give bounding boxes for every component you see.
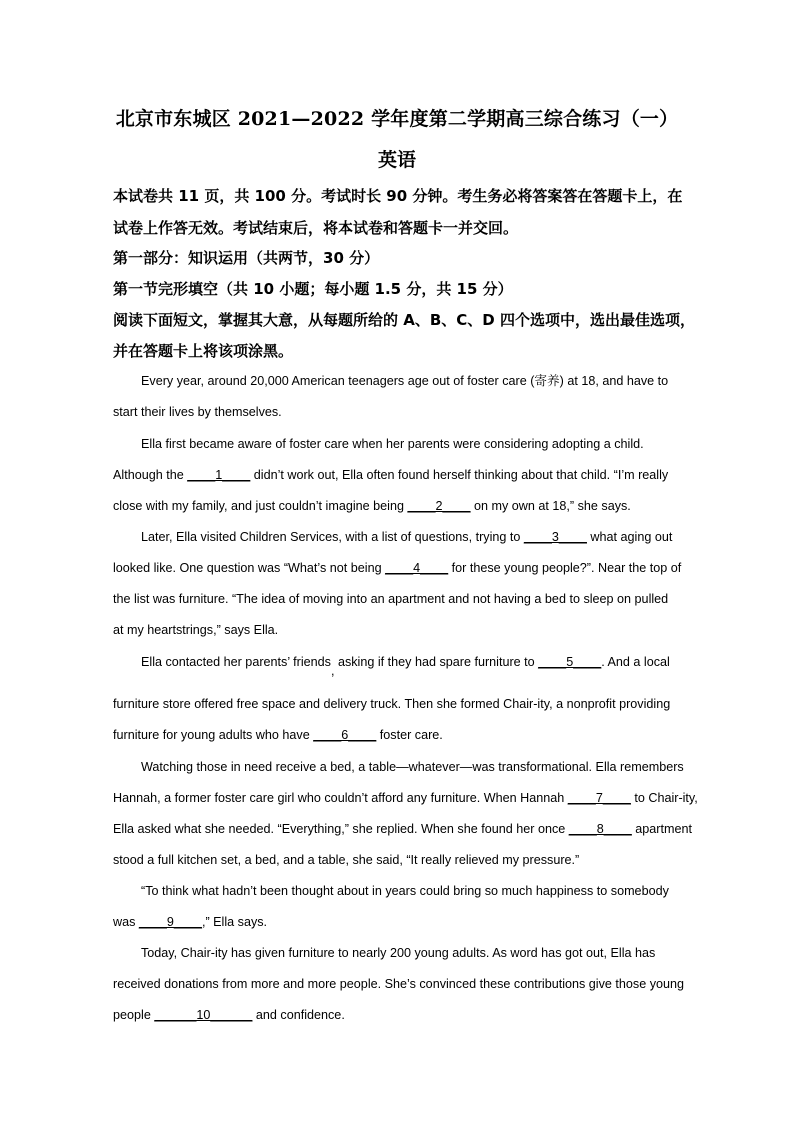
passage-line: Ella first became aware of foster care when her parents were considering adopting a child.: [141, 437, 644, 451]
text-fragment: people: [113, 1008, 155, 1022]
text-fragment: and confidence.: [252, 1008, 345, 1022]
passage-line: [113, 720, 698, 751]
blank-3: ____3____: [523, 530, 587, 544]
text-fragment: Later, Ella visited Children Services, with a list of questions, trying to: [141, 530, 524, 544]
passage-line: “To think what hadn’t been thought about in years could bring so much happiness to somebody: [141, 884, 669, 898]
passage-line: Watching those in need receive a bed, a table—whatever—was transformational. Ella remembers: [141, 760, 684, 774]
section-heading: 第一节完形填空（共 10 小题；每小题 1.5 分，共 15 分）: [113, 280, 513, 298]
blank-4: ____4____: [385, 561, 449, 575]
passage-paragraph-3: [113, 522, 698, 646]
passage-paragraph-6: [113, 876, 698, 938]
text-fragment: Although the: [113, 468, 188, 482]
directions-line-1: 阅读下面短文，掌握其大意，从每题所给的 A、B、C、D 四个选项中，选出最佳选项，: [113, 311, 695, 329]
text-fragment: apartment: [631, 822, 692, 836]
passage-paragraph-4: [113, 647, 698, 678]
blank-8: ____8____: [568, 822, 632, 836]
instructions-line-1: 本试卷共 11 页，共 100 分。考试时长 90 分钟。考生务必将答案答在答题卡上，在: [113, 187, 683, 205]
instructions-line-2: 试卷上作答无效。考试结束后，将本试卷和答题卡一并交回。: [113, 219, 519, 237]
text-fragment: for these young people?”. Near the top of: [448, 561, 682, 575]
text-fragment: . And a local: [601, 655, 670, 669]
passage-line: [113, 647, 698, 678]
passage-line: [113, 460, 698, 491]
stray-comma: ,: [330, 664, 335, 678]
blank-6: ____6____: [313, 728, 377, 742]
text-fragment: Ella contacted her parents’ friends: [141, 655, 331, 669]
blank-1: ____1____: [187, 468, 251, 482]
passage-line: [113, 491, 698, 522]
blank-10: ______10______: [154, 1008, 253, 1022]
passage-line: received donations from more and more people. She’s convinced these contributions give those young: [113, 977, 685, 991]
passage-line: Every year, around 20,000 American teenagers age out of foster care (寄养) at 18, and have to: [141, 374, 669, 388]
part-heading: 第一部分：知识运用（共两节，30 分）: [113, 249, 380, 267]
text-fragment: on my own at 18,” she says.: [470, 499, 631, 513]
exam-title: 北京市东城区 2021—2022 学年度第二学期高三综合练习（一）: [115, 108, 679, 130]
passage-line: [113, 783, 698, 814]
text-fragment: ,” Ella says.: [201, 915, 268, 929]
passage-paragraph-4-cont: [113, 689, 698, 751]
text-fragment: furniture for young adults who have: [113, 728, 314, 742]
passage-line: furniture store offered free space and delivery truck. Then she formed Chair-ity, a nonprofit providing: [113, 697, 671, 711]
text-fragment: Ella asked what she needed. “Everything,” she replied. When she found her once: [113, 822, 569, 836]
blank-9: ____9____: [138, 915, 202, 929]
passage-paragraph-2: [113, 429, 698, 522]
passage-line: [113, 814, 698, 845]
text-fragment: what aging out: [586, 530, 673, 544]
text-fragment: was: [113, 915, 139, 929]
subject-title: 英语: [377, 149, 416, 171]
passage-line: [113, 522, 698, 553]
text-fragment: Hannah, a former foster care girl who couldn’t afford any furniture. When Hannah: [113, 791, 568, 805]
text-fragment: to Chair-ity,: [630, 791, 698, 805]
text-fragment: looked like. One question was “What’s not being: [113, 561, 386, 575]
passage-paragraph-5: [113, 752, 698, 876]
passage-paragraph-7: [113, 938, 698, 1031]
passage-line: start their lives by themselves.: [113, 405, 282, 419]
passage-line: [113, 1000, 698, 1031]
passage-line: [113, 907, 698, 938]
blank-5: ____5____: [538, 655, 602, 669]
passage-line: the list was furniture. “The idea of moving into an apartment and not having a bed to sleep on pulled: [113, 592, 669, 606]
passage-line: stood a full kitchen set, a bed, and a table, she said, “It really relieved my pressure.”: [113, 853, 580, 867]
passage-line: Today, Chair-ity has given furniture to nearly 200 young adults. As word has got out, Ella has: [141, 946, 656, 960]
text-fragment: foster care.: [376, 728, 443, 742]
text-fragment: asking if they had spare furniture to: [334, 655, 539, 669]
passage-line: at my heartstrings,” says Ella.: [113, 623, 279, 637]
blank-7: ____7____: [567, 791, 631, 805]
passage-line: [113, 553, 698, 584]
text-fragment: didn’t work out, Ella often found herself thinking about that child. “I’m really: [250, 468, 669, 482]
directions-line-2: 并在答题卡上将该项涂黑。: [113, 342, 294, 360]
text-fragment: close with my family, and just couldn’t imagine being: [113, 499, 408, 513]
blank-2: ____2____: [407, 499, 471, 513]
passage-paragraph-1: [113, 366, 698, 428]
